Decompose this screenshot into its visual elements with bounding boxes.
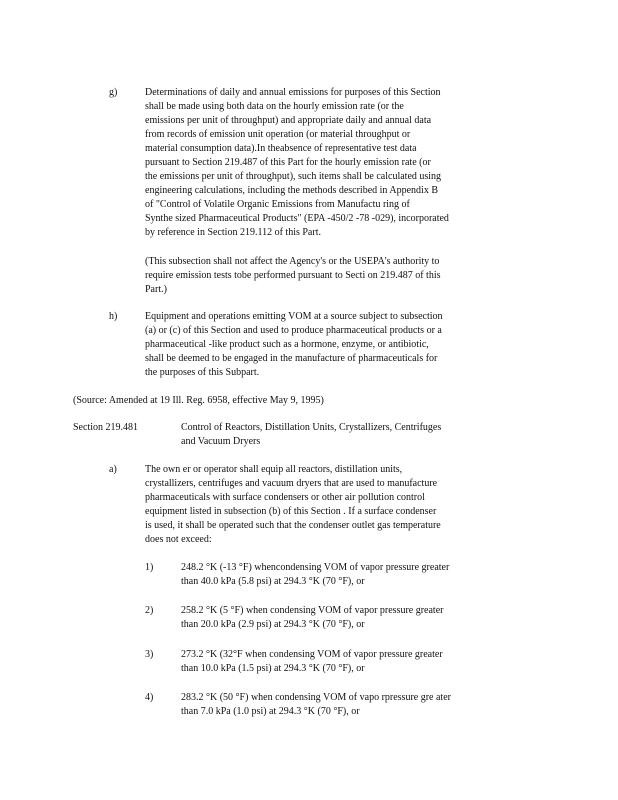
list-item-label: 4) xyxy=(145,692,154,703)
text-line: require emission tests tobe performed pursuant to Secti on 219.487 of this xyxy=(145,270,441,281)
list-item-label: 2) xyxy=(145,605,154,616)
text-line: (a) or (c) of this Section and used to produce pharmaceutical products or a xyxy=(145,325,442,336)
list-item-text xyxy=(181,604,487,632)
text-line: Determinations of daily and annual emissions for purposes of this Section xyxy=(145,87,441,98)
text-line: is used, it shall be operated such that the condenser outlet gas temperature xyxy=(145,520,441,531)
paragraph-a-text xyxy=(145,463,497,547)
text-line: crystallizers, centrifuges and vacuum dryers that are used to manufacture xyxy=(145,478,438,489)
text-line: of "Control of Volatile Organic Emissions from Manufactu ring of xyxy=(145,199,410,210)
text-line: than 7.0 kPa (1.0 psi) at 294.3 °K (70 °F), or xyxy=(181,706,360,717)
text-line: engineering calculations, including the methods described in Appendix B xyxy=(145,185,438,196)
text-line: the purposes of this Subpart. xyxy=(145,367,260,378)
section-title xyxy=(181,421,501,449)
list-item-text xyxy=(181,648,489,676)
list-item-text xyxy=(181,691,491,719)
text-line: from records of emission unit operation (or material throughput or xyxy=(145,129,411,140)
text-line: than 10.0 kPa (1.5 psi) at 294.3 °K (70 °F), or xyxy=(181,663,365,674)
text-line: material consumption data).In theabsence of representative test data xyxy=(145,143,417,154)
text-line: than 40.0 kPa (5.8 psi) at 294.3 °K (70 °F), or xyxy=(181,576,365,587)
text-line: than 20.0 kPa (2.9 psi) at 294.3 °K (70 °F), or xyxy=(181,619,365,630)
paragraph-g-text xyxy=(145,86,497,240)
text-line: 273.2 °K (32°F when condensing VOM of vapor pressure greater xyxy=(181,649,443,660)
text-line: 258.2 °K (5 °F) when condensing VOM of vapor pressure greater xyxy=(181,605,444,616)
paragraph-h-text xyxy=(145,310,505,380)
text-line: Equipment and operations emitting VOM at a source subject to subsection xyxy=(145,311,443,322)
text-line: pharmaceutical -like product such as a hormone, enzyme, or antibiotic, xyxy=(145,339,429,350)
paragraph-h-label: h) xyxy=(109,311,118,322)
text-line: 248.2 °K (-13 °F) whencondensing VOM of vapor pressure greater xyxy=(181,562,450,573)
text-line: 283.2 °K (50 °F) when condensing VOM of vapo rpressure gre ater xyxy=(181,692,451,703)
text-line: Control of Reactors, Distillation Units, Crystallizers, Centrifuges xyxy=(181,422,442,433)
text-line: pursuant to Section 219.487 of this Part for the hourly emission rate (or xyxy=(145,157,431,168)
text-line: does not exceed: xyxy=(145,534,212,545)
list-item-label: 1) xyxy=(145,562,154,573)
text-line: emissions per unit of throughput) and appropriate daily and annual data xyxy=(145,115,432,126)
text-line: Part.) xyxy=(145,284,167,295)
text-line: and Vacuum Dryers xyxy=(181,436,261,447)
text-line: the emissions per unit of throughput), such items shall be calculated using xyxy=(145,171,442,182)
text-line: equipment listed in subsection (b) of this Section . If a surface condenser xyxy=(145,506,437,517)
source-note: (Source: Amended at 19 Ill. Reg. 6958, effective May 9, 1995) xyxy=(73,395,324,406)
paragraph-g-note xyxy=(145,255,501,297)
paragraph-a-label: a) xyxy=(109,464,117,475)
text-line: shall be deemed to be engaged in the manufacture of pharmaceuticals for xyxy=(145,353,438,364)
text-line: pharmaceuticals with surface condensers or other air pollution control xyxy=(145,492,425,503)
text-line: (This subsection shall not affect the Agency's or the USEPA's authority to xyxy=(145,256,440,267)
section-number: Section 219.481 xyxy=(73,422,138,433)
text-line: by reference in Section 219.112 of this Part. xyxy=(145,227,321,238)
list-item-label: 3) xyxy=(145,649,154,660)
paragraph-g-label: g) xyxy=(109,87,118,98)
text-line: Synthe sized Pharmaceutical Products" (EPA -450/2 -78 -029), incorporated xyxy=(145,213,449,224)
list-item-text xyxy=(181,561,493,589)
text-line: The own er or operator shall equip all reactors, distillation units, xyxy=(145,464,403,475)
text-line: shall be made using both data on the hourly emission rate (or the xyxy=(145,101,404,112)
